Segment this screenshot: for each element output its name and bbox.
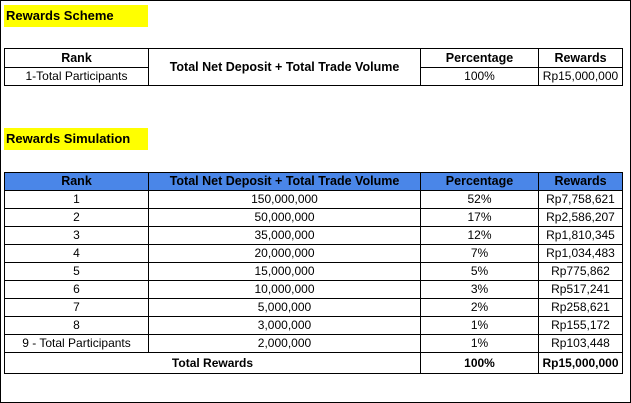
scheme-header-volume: Total Net Deposit + Total Trade Volume [149,49,421,86]
table-row [5,299,623,317]
sim-volume: 150,000,000 [149,191,421,209]
sim-percentage: 12% [421,227,539,245]
sim-rewards: Rp7,758,621 [539,191,623,209]
sim-rank: 7 [5,299,149,317]
sim-rewards: Rp517,241 [539,281,623,299]
sim-header-rewards: Rewards [539,173,623,191]
scheme-table [4,48,623,86]
table-row [5,245,623,263]
simulation-header-row [5,173,623,191]
table-row [5,317,623,335]
sim-percentage: 2% [421,299,539,317]
sim-percentage: 3% [421,281,539,299]
scheme-rewards: Rp15,000,000 [539,68,623,86]
table-row [5,191,623,209]
sim-rank: 3 [5,227,149,245]
sim-volume: 10,000,000 [149,281,421,299]
sim-percentage: 17% [421,209,539,227]
simulation-title: Rewards Simulation [4,128,148,150]
simulation-table [4,172,623,374]
sim-header-rank: Rank [5,173,149,191]
scheme-header-percentage: Percentage [421,49,539,68]
sim-percentage: 1% [421,317,539,335]
total-rewards: Rp15,000,000 [539,353,623,374]
sim-rewards: Rp775,862 [539,263,623,281]
sim-volume: 2,000,000 [149,335,421,353]
sim-volume: 50,000,000 [149,209,421,227]
scheme-header-rank: Rank [5,49,149,68]
sim-percentage: 1% [421,335,539,353]
sim-rank: 5 [5,263,149,281]
sim-rewards: Rp1,034,483 [539,245,623,263]
sim-rewards: Rp155,172 [539,317,623,335]
sim-volume: 5,000,000 [149,299,421,317]
sim-rank: 8 [5,317,149,335]
table-row [5,335,623,353]
sim-volume: 3,000,000 [149,317,421,335]
sim-percentage: 7% [421,245,539,263]
sim-percentage: 52% [421,191,539,209]
sim-rewards: Rp103,448 [539,335,623,353]
sim-header-volume: Total Net Deposit + Total Trade Volume [149,173,421,191]
sim-volume: 35,000,000 [149,227,421,245]
sim-rank: 6 [5,281,149,299]
table-row [5,281,623,299]
sim-rewards: Rp2,586,207 [539,209,623,227]
sim-header-percentage: Percentage [421,173,539,191]
sim-rewards: Rp258,621 [539,299,623,317]
sim-percentage: 5% [421,263,539,281]
scheme-percentage: 100% [421,68,539,86]
sim-rank: 2 [5,209,149,227]
sim-volume: 20,000,000 [149,245,421,263]
sim-rank: 9 - Total Participants [5,335,149,353]
scheme-rank: 1-Total Participants [5,68,149,86]
sim-rank: 1 [5,191,149,209]
scheme-title: Rewards Scheme [4,5,148,27]
scheme-header-rewards: Rewards [539,49,623,68]
total-label: Total Rewards [5,353,421,374]
scheme-header-row [5,49,623,68]
sim-rank: 4 [5,245,149,263]
total-percentage: 100% [421,353,539,374]
table-row [5,263,623,281]
sim-rewards: Rp1,810,345 [539,227,623,245]
table-row [5,209,623,227]
table-row [5,227,623,245]
sim-volume: 15,000,000 [149,263,421,281]
total-row [5,353,623,374]
